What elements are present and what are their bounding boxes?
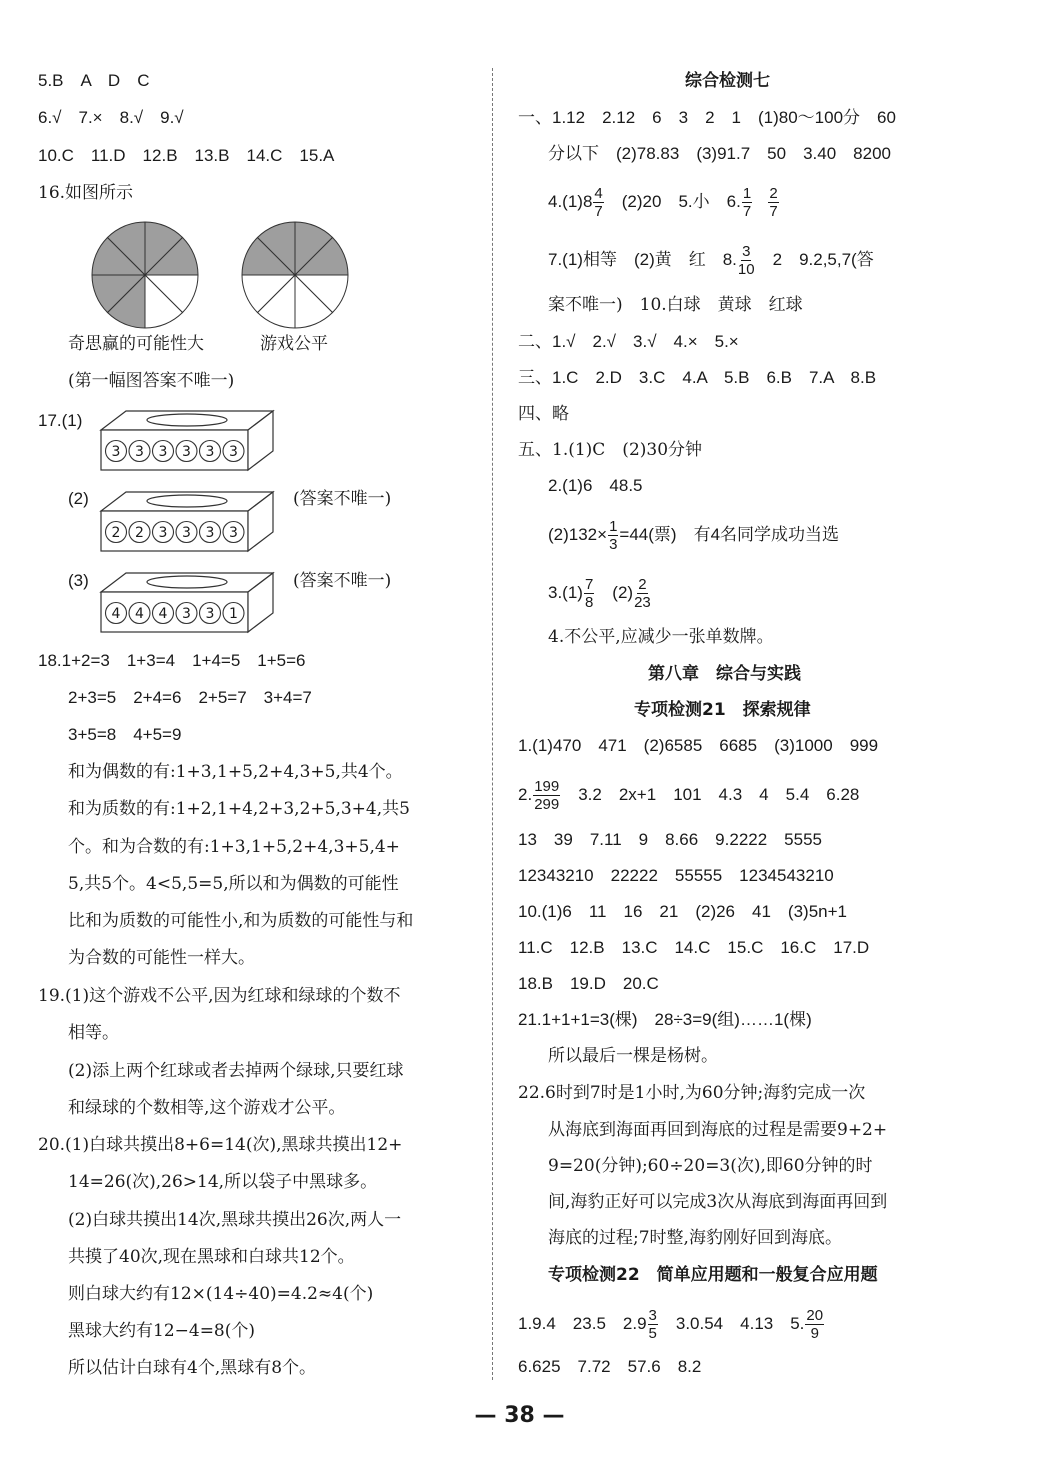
page-number: — 38 —	[474, 1403, 565, 1428]
answer-line: 22.6时到7时是1小时,为60分钟;海豹完成一次	[518, 1083, 866, 1103]
answer-line: 11.C 12.B 13.C 14.C 15.C 16.C 17.D	[518, 938, 870, 957]
answer-line: (2)添上两个红球或者去掉两个绿球,只要红球	[68, 1061, 404, 1081]
text-fragment: =44(票) 有4名同学成功当选	[619, 524, 840, 544]
pie-chart-2	[242, 222, 348, 328]
answer-line: 和为质数的有:1+2,1+4,2+3,2+5,3+4,共5	[68, 799, 410, 819]
answer-line: 9=20(分钟);60÷20=3(次),即60分钟的时	[548, 1156, 873, 1176]
text-fragment: 2.	[518, 784, 533, 804]
fraction	[648, 1307, 658, 1342]
ball-number: 3	[205, 606, 215, 622]
answer-line: 6.√ 7.× 8.√ 9.√	[38, 108, 184, 127]
answer-line: 10.(1)6 11 16 21 (2)26 41 (3)5n+1	[518, 902, 847, 921]
text-fragment: 7.(1)相等 (2)黄 红 8.	[548, 249, 737, 269]
answer-line: 19.(1)这个游戏不公平,因为红球和绿球的个数不	[38, 986, 401, 1006]
answer-line: 二、1.√ 2.√ 3.√ 4.× 5.×	[518, 332, 739, 351]
text-fragment: (2)	[595, 582, 634, 602]
answer-line: 1.(1)470 471 (2)6585 6685 (3)1000 999	[518, 736, 879, 755]
answer-line: 相等。	[68, 1023, 119, 1043]
answer-line: 13 39 7.11 9 8.66 9.2222 5555	[518, 830, 822, 849]
fraction	[768, 185, 778, 220]
answer-line: 共摸了40次,现在黑球和白球共12个。	[68, 1247, 355, 1267]
ball-number: 3	[182, 606, 191, 622]
answer-line: 和为偶数的有:1+3,1+5,2+4,3+5,共4个。	[68, 762, 403, 782]
answer-line: 所以估计白球有4个,黑球有8个。	[68, 1358, 317, 1378]
answer-line: 6.625 7.72 57.6 8.2	[518, 1357, 702, 1376]
answer-line: 2.(1)6 48.5	[548, 476, 643, 495]
figure-caption: 游戏公平	[260, 334, 328, 354]
text-fragment: 3.2 2x+1 101 4.3 4 5.4 6.28	[561, 784, 860, 804]
answer-note: (答案不唯一)	[293, 489, 392, 509]
answer-line: 14=26(次),26>14,所以袋子中黑球多。	[68, 1172, 378, 1192]
answer-line: 5,共5个。4<5,5=5,所以和为偶数的可能性	[68, 874, 399, 894]
fraction-numerator: 1	[742, 185, 752, 202]
answer-line: (3)	[68, 571, 89, 590]
answer-line: (2)白球共摸出14次,黑球共摸出26次,两人一	[68, 1210, 402, 1230]
fraction-denominator: 7	[594, 203, 603, 220]
ball-number: 3	[135, 444, 144, 460]
answer-line: 比和为质数的可能性小,和为质数的可能性与和	[68, 911, 414, 931]
fraction-denominator: 9	[810, 1325, 819, 1342]
fraction-numerator: 2	[638, 576, 647, 593]
ball-number: 3	[229, 525, 238, 541]
answer-line: 2+3=5 2+4=6 2+5=7 3+4=7	[68, 688, 312, 707]
answer-line: 三、1.C 2.D 3.C 4.A 5.B 6.B 7.A 8.B	[518, 368, 877, 387]
ball-number: 3	[111, 444, 121, 460]
answer-line	[518, 1307, 825, 1342]
text-fragment: (2)132×	[548, 524, 608, 544]
answer-note: (答案不唯一)	[293, 571, 392, 591]
fraction-denominator: 299	[534, 796, 560, 813]
section-title: 专项检测21 探索规律	[634, 700, 811, 720]
text-fragment: 3.0.54 4.13 5.	[658, 1313, 805, 1333]
answer-line: 21.1+1+1=3(棵) 28÷3=9(组)……1(棵)	[518, 1010, 812, 1029]
fraction-numerator: 3	[648, 1307, 657, 1324]
answer-line: 分以下 (2)78.83 (3)91.7 50 3.40 8200	[548, 144, 891, 163]
answer-line: 案不唯一) 10.白球 黄球 红球	[548, 295, 803, 315]
pie-chart-1	[92, 222, 198, 328]
fraction-numerator: 7	[584, 576, 594, 593]
fraction-denominator: 8	[584, 594, 594, 611]
pie-figures	[90, 220, 350, 330]
fraction-denominator: 23	[634, 594, 651, 611]
fraction-denominator: 10	[737, 261, 755, 278]
answer-line: 4.不公平,应减少一张单数牌。	[548, 627, 774, 647]
ball-number: 3	[205, 444, 215, 460]
text-fragment: 4.(1)8	[548, 191, 593, 211]
ball-number: 3	[158, 525, 168, 541]
figure-caption: 奇思赢的可能性大	[68, 334, 204, 354]
text-fragment: (2)20 5.小 6.	[604, 191, 741, 211]
answer-line: 从海底到海面再回到海底的过程是需要9+2+	[548, 1120, 888, 1140]
ball-number: 3	[158, 444, 168, 460]
fraction-numerator: 4	[594, 185, 603, 202]
text-fragment: 2 9.2,5,7(答	[755, 249, 874, 269]
chapter-title: 第八章 综合与实践	[648, 664, 801, 684]
answer-line: 间,海豹正好可以完成3次从海底到海面再回到	[548, 1192, 888, 1212]
answer-line	[518, 778, 859, 813]
answer-line: 一、1.12 2.12 6 3 2 1 (1)80～100分 60	[518, 108, 896, 127]
box-figure-1	[98, 408, 278, 474]
answer-line: 16.如图所示	[38, 183, 134, 203]
answer-line: 个。和为合数的有:1+3,1+5,2+4,3+5,4+	[68, 837, 400, 857]
answer-line: 则白球大约有12×(14÷40)=4.2≈4(个)	[68, 1284, 374, 1304]
answer-line: 五、1.(1)C (2)30分钟	[518, 440, 703, 460]
ball-number: 1	[229, 606, 238, 622]
answer-line: 18.B 19.D 20.C	[518, 974, 659, 993]
ball-number: 4	[158, 606, 168, 622]
ball-number: 3	[205, 525, 215, 541]
fraction-numerator: 2	[769, 185, 778, 202]
fraction	[634, 576, 651, 611]
fraction	[533, 778, 560, 813]
answer-line: 黑球大约有12−4=8(个)	[68, 1321, 256, 1341]
fraction-numerator: 3	[742, 243, 751, 260]
box-figure-3	[98, 570, 278, 636]
answer-line: 3+5=8 4+5=9	[68, 725, 182, 744]
ball-number: 2	[111, 525, 121, 541]
answer-line: 12343210 22222 55555 1234543210	[518, 866, 834, 885]
fraction-numerator: 1	[609, 518, 618, 535]
answer-line: 和绿球的个数相等,这个游戏才公平。	[68, 1098, 346, 1118]
ball-number: 4	[135, 606, 144, 622]
fraction	[738, 243, 755, 278]
ball-number: 3	[229, 444, 238, 460]
ball-number: 3	[182, 444, 191, 460]
answer-note: (第一幅图答案不唯一)	[68, 371, 235, 391]
column-divider	[492, 68, 493, 1380]
answer-line: 17.(1)	[38, 411, 83, 430]
ball-number: 4	[111, 606, 121, 622]
fraction	[608, 518, 618, 553]
fraction-numerator: 20	[806, 1307, 824, 1324]
ball-number: 2	[135, 525, 144, 541]
text-fragment: 3.(1)	[548, 582, 583, 602]
section-title: 专项检测22 简单应用题和一般复合应用题	[548, 1265, 878, 1285]
answer-line: 海底的过程;7时整,海豹刚好回到海底。	[548, 1228, 842, 1248]
section-title: 综合检测七	[685, 71, 770, 91]
text-fragment: 1.9.4 23.5 2.9	[518, 1313, 647, 1333]
answer-line	[548, 576, 652, 611]
fraction	[584, 576, 594, 611]
answer-line	[548, 243, 874, 278]
fraction-denominator: 7	[742, 203, 752, 220]
fraction-numerator: 199	[534, 778, 560, 795]
fraction-denominator: 3	[609, 536, 618, 553]
answer-line: 所以最后一棵是杨树。	[548, 1046, 718, 1066]
answer-line	[548, 185, 780, 220]
box-figure-2	[98, 489, 278, 555]
answer-line: 四、略	[518, 404, 569, 424]
answer-line: 10.C 11.D 12.B 13.B 14.C 15.A	[38, 146, 335, 165]
fraction	[593, 185, 603, 220]
fraction	[742, 185, 752, 220]
answer-line: 5.B A D C	[38, 71, 150, 90]
fraction	[805, 1307, 824, 1342]
answer-line	[548, 518, 839, 553]
ball-number: 3	[182, 525, 191, 541]
answer-line: 20.(1)白球共摸出8+6=14(次),黑球共摸出12+	[38, 1135, 403, 1155]
answer-line: 18.1+2=3 1+3=4 1+4=5 1+5=6	[38, 651, 306, 670]
answer-line: 为合数的可能性一样大。	[68, 948, 255, 968]
answer-line: (2)	[68, 489, 89, 508]
fraction-denominator: 5	[648, 1325, 657, 1342]
fraction-denominator: 7	[769, 203, 778, 220]
